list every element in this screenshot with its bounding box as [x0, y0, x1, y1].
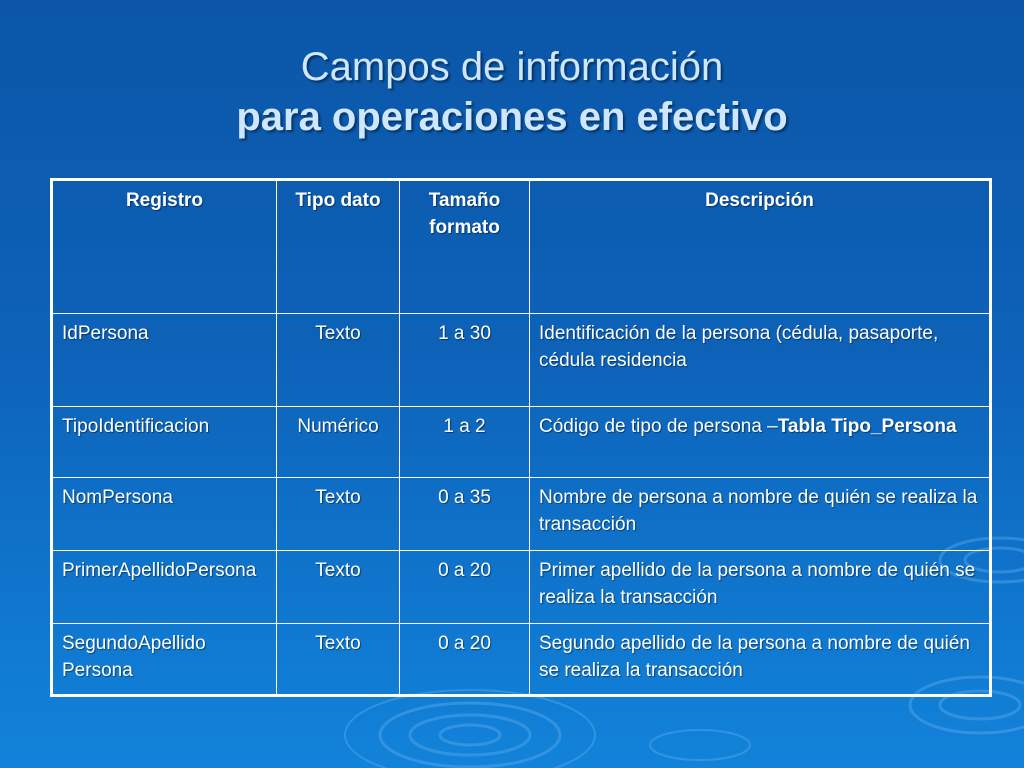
cell-tipo: Texto: [277, 551, 400, 624]
fields-table: [50, 178, 992, 697]
cell-descripcion: [530, 407, 991, 478]
cell-tipo: Texto: [277, 624, 400, 696]
table-row: [52, 624, 991, 696]
cell-registro: PrimerApellidoPersona: [52, 551, 277, 624]
cell-descripcion: Nombre de persona a nombre de quién se realiza la transacción: [530, 478, 991, 551]
header-tipo-dato: Tipo dato: [277, 180, 400, 314]
cell-tamano: 0 a 20: [400, 624, 530, 696]
header-descripcion: Descripción: [530, 180, 991, 314]
cell-tamano: 1 a 30: [400, 314, 530, 407]
title-line-2: para operaciones en efectivo: [236, 95, 788, 139]
cell-tamano: 0 a 20: [400, 551, 530, 624]
cell-tipo: Numérico: [277, 407, 400, 478]
cell-registro: NomPersona: [52, 478, 277, 551]
header-registro: Registro: [52, 180, 277, 314]
table-row: [52, 407, 991, 478]
cell-registro: TipoIdentificacion: [52, 407, 277, 478]
cell-tamano: 1 a 2: [400, 407, 530, 478]
header-tamano-formato: Tamaño formato: [400, 180, 530, 314]
descripcion-text: Código de tipo de persona –: [539, 416, 778, 437]
title-line-1: Campos de información: [300, 45, 724, 89]
cell-descripcion: Identificación de la persona (cédula, pasaporte, cédula residencia: [530, 314, 991, 407]
cell-descripcion: Primer apellido de la persona a nombre de quién se realiza la transacción: [530, 551, 991, 624]
cell-registro: SegundoApellido Persona: [52, 624, 277, 696]
cell-descripcion: Segundo apellido de la persona a nombre de quién se realiza la transacción: [530, 624, 991, 696]
table-row: [52, 478, 991, 551]
descripcion-table-ref: Tabla Tipo_Persona: [777, 416, 957, 437]
cell-registro: IdPersona: [52, 314, 277, 407]
cell-tipo: Texto: [277, 314, 400, 407]
cell-tipo: Texto: [277, 478, 400, 551]
table-row: [52, 551, 991, 624]
table-header-row: [52, 180, 991, 314]
slide-title: [0, 42, 1024, 142]
table-row: [52, 314, 991, 407]
cell-tamano: 0 a 35: [400, 478, 530, 551]
